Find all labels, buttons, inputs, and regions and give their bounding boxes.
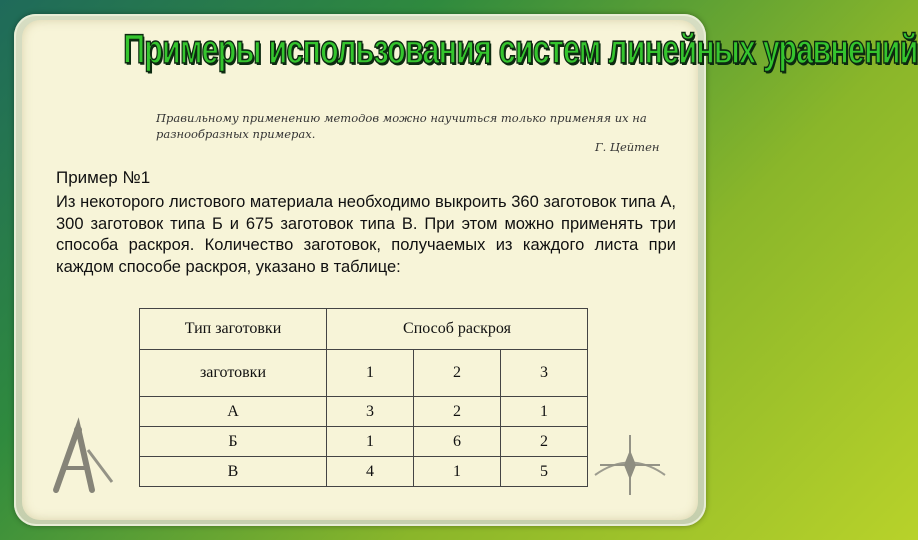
geometry-tools-icon (48, 420, 118, 495)
slide-title: Примеры использования систем линейных уравнений (123, 26, 918, 72)
epigraph-quote: Правильному применению методов можно научиться только применяя их на разнообразных примерах. (156, 111, 647, 141)
subheader-label-cell: заготовки (140, 350, 327, 397)
header-method-cell: Способ раскроя (327, 309, 588, 350)
blank-type-cell: А (140, 397, 327, 427)
table-cell: 4 (327, 457, 414, 487)
table-subheader-row (140, 350, 588, 397)
table-row (140, 457, 588, 487)
epigraph-author: Г. Цейтен (595, 140, 660, 154)
example-heading: Пример №1 (56, 168, 151, 187)
problem-statement: Из некоторого листового материала необходимо выкроить 360 заготовок типа А, 300 заготовок типа Б и 675 заготовок типа В. При этом можно применять три способа раскроя. Количество заготовок, получаемых из каждого листа при каждом способе раскроя, указано в таблице: (56, 193, 676, 276)
table-cell: 3 (327, 397, 414, 427)
table-header-row (140, 309, 588, 350)
table-cell: 1 (414, 457, 501, 487)
cutting-methods-table (139, 308, 588, 487)
table-cell: 5 (501, 457, 588, 487)
compass-icon (590, 430, 670, 500)
blank-type-cell: В (140, 457, 327, 487)
table-cell: 1 (501, 397, 588, 427)
table-row (140, 397, 588, 427)
table-row (140, 427, 588, 457)
table-cell: 2 (501, 427, 588, 457)
method-number-cell: 1 (327, 350, 414, 397)
header-type-cell: Тип заготовки (140, 309, 327, 350)
table-cell: 2 (414, 397, 501, 427)
method-number-cell: 3 (501, 350, 588, 397)
method-number-cell: 2 (414, 350, 501, 397)
blank-type-cell: Б (140, 427, 327, 457)
table-cell: 6 (414, 427, 501, 457)
table-cell: 1 (327, 427, 414, 457)
